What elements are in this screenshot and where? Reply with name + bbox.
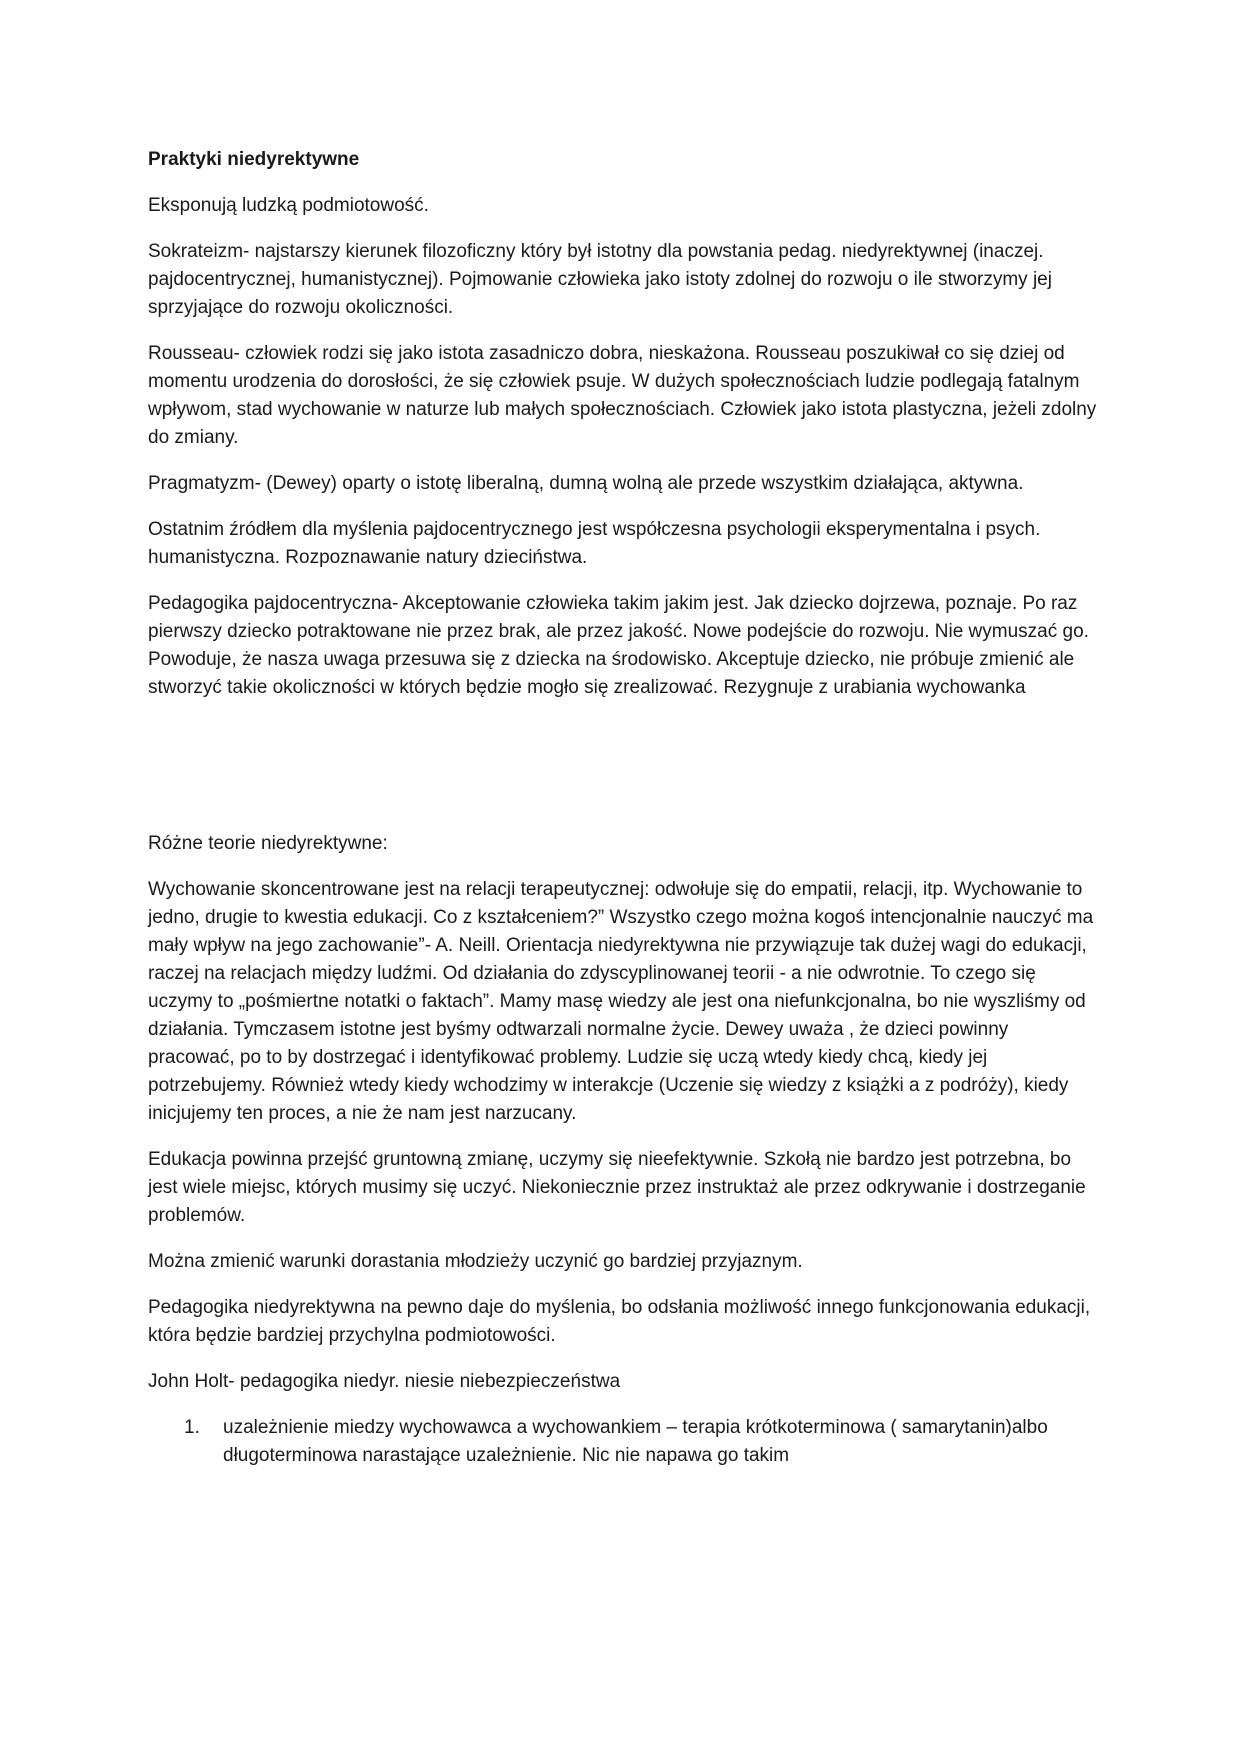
paragraph: Wychowanie skoncentrowane jest na relacji terapeutycznej: odwołuje się do empatii, relacji, itp. Wychowanie to jedno, drugie to kwestia edukacji. Co z kształceniem?” Wszystko czego można kogoś intencjonalnie nauczyć ma mały wpływ na jego zachowanie”- A. Neill. Orientacja niedyrektywna nie przywiązuje tak dużej wagi do edukacji, raczej na relacjach między ludźmi. Od działania do zdyscyplinowanej teorii - a nie odwrotnie. To czego się uczymy to „pośmiertne notatki o faktach”. Mamy masę wiedzy ale jest ona niefunkcjonalna, bo nie wyszliśmy od działania. Tymczasem istotne jest byśmy odtwarzali normalne życie. Dewey uważa , że dzieci powinny pracować, po to by dostrzegać i identyfikować problemy. Ludzie się uczą wtedy kiedy chcą, kiedy jej potrzebujemy. Również wtedy kiedy wchodzimy w interakcje (Uczenie się wiedzy z książki a z podróży), kiedy inicjujemy ten proces, a nie że nam jest narzucany. <box>148 879 1094 1124</box>
paragraph: Ostatnim źródłem dla myślenia pajdocentrycznego jest współczesna psychologii eksperymentalna i psych. humanistyczna. Rozpoznawanie natury dzieciństwa. <box>148 519 1041 568</box>
document-page <box>148 146 1098 1470</box>
document-title: Praktyki niedyrektywne <box>148 149 360 170</box>
paragraph: Pedagogika niedyrektywna na pewno daje do myślenia, bo odsłania możliwość innego funkcjonowania edukacji, która będzie bardziej przychylna podmiotowości. <box>148 1297 1091 1346</box>
list-item-text: uzależnienie miedzy wychowawca a wychowankiem – terapia krótkoterminowa ( samarytanin)albo długoterminowa narastające uzależnienie. Nic nie napawa go takim <box>223 1417 1048 1466</box>
list-item-number: 1. <box>184 1417 200 1438</box>
section-heading: Różne teorie niedyrektywne: <box>148 833 388 854</box>
paragraph: Sokrateizm- najstarszy kierunek filozoficzny który był istotny dla powstania pedag. niedyrektywnej (inaczej. pajdocentrycznej, humanistycznej). Pojmowanie człowieka jako istoty zdolnej do rozwoju o ile stworzymy jej sprzyjające do rozwoju okoliczności. <box>148 241 1052 318</box>
paragraph: Edukacja powinna przejść gruntowną zmianę, uczymy się nieefektywnie. Szkołą nie bardzo jest potrzebna, bo jest wiele miejsc, których musimy się uczyć. Niekoniecznie przez instruktaż ale przez odkrywanie i dostrzeganie problemów. <box>148 1149 1086 1226</box>
paragraph: Eksponują ludzką podmiotowość. <box>148 195 429 216</box>
paragraph: John Holt- pedagogika niedyr. niesie niebezpieczeństwa <box>148 1371 621 1392</box>
paragraph: Pragmatyzm- (Dewey) oparty o istotę liberalną, dumną wolną ale przede wszystkim działająca, aktywna. <box>148 473 1024 494</box>
paragraph: Można zmienić warunki dorastania młodzieży uczynić go bardziej przyjaznym. <box>148 1251 803 1272</box>
paragraph: Rousseau- człowiek rodzi się jako istota zasadniczo dobra, nieskażona. Rousseau poszukiwał co się dziej od momentu urodzenia do dorosłości, że się człowiek psuje. W dużych społecznościach ludzie podlegają fatalnym wpływom, stad wychowanie w naturze lub małych społecznościach. Człowiek jako istota plastyczna, jeżeli zdolny do zmiany. <box>148 343 1097 448</box>
numbered-list <box>148 1414 1098 1470</box>
paragraph: Pedagogika pajdocentryczna- Akceptowanie człowieka takim jakim jest. Jak dziecko dojrzewa, poznaje. Po raz pierwszy dziecko potraktowane nie przez brak, ale przez jakość. Nowe podejście do rozwoju. Nie wymuszać go. Powoduje, że nasza uwaga przesuwa się z dziecka na środowisko. Akceptuje dziecko, nie próbuje zmienić ale stworzyć takie okoliczności w których będzie mogło się zrealizować. Rezygnuje z urabiania wychowanka <box>148 593 1089 698</box>
list-item <box>148 1414 1098 1470</box>
blank-space <box>148 702 1098 812</box>
